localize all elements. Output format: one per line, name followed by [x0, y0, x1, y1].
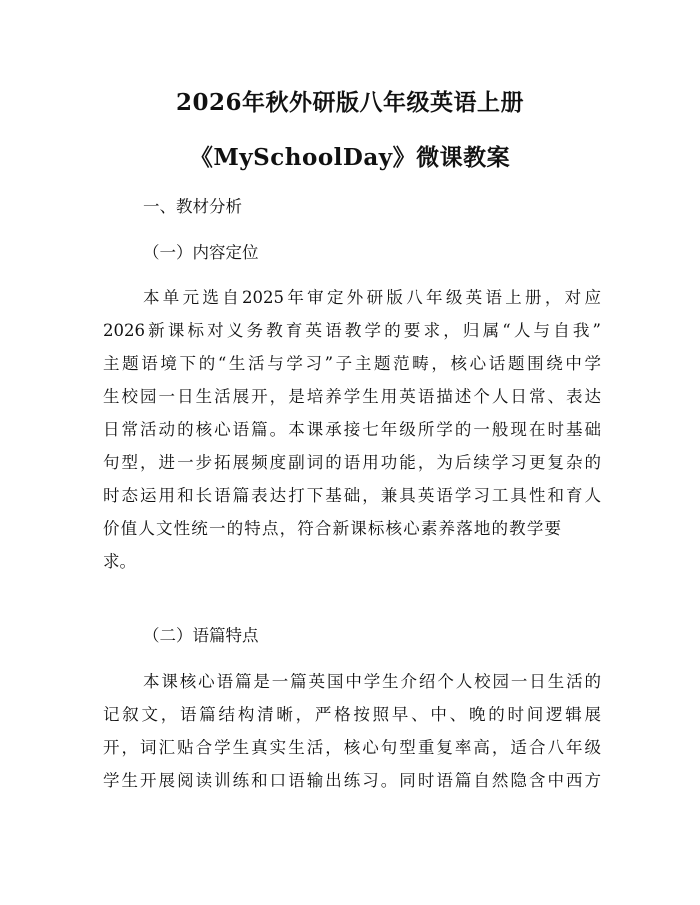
subsection-heading-content-positioning: （一）内容定位 [143, 243, 259, 262]
paragraph-line: 记叙文，语篇结构清晰，严格按照早、中、晚的时间逻辑展 [103, 705, 601, 724]
paragraph-line: 主题语境下的“生活与学习”子主题范畴，核心话题围绕中学 [103, 354, 601, 373]
paragraph-line: 句型，进一步拓展频度副词的语用功能，为后续学习更复杂的 [103, 453, 601, 472]
paragraph-line: 本单元选自2025年审定外研版八年级英语上册，对应 [143, 288, 601, 307]
paragraph-line: 求。 [103, 552, 136, 571]
paragraph-line: 学生开展阅读训练和口语输出练习。同时语篇自然隐含中西方 [103, 771, 601, 790]
paragraph-line: 时态运用和长语篇表达打下基础，兼具英语学习工具性和育人 [103, 486, 601, 505]
paragraph-line: 生校园一日生活展开，是培养学生用英语描述个人日常、表达 [103, 387, 601, 406]
document-title-line-1: 2026年秋外研版八年级英语上册 [175, 89, 524, 116]
section-heading-textbook-analysis: 一、教材分析 [143, 197, 242, 216]
subsection-heading-text-features: （二）语篇特点 [143, 626, 259, 645]
paragraph-line: 日常活动的核心语篇。本课承接七年级所学的一般现在时基础 [103, 420, 601, 439]
document-title-line-2: 《MySchoolDay》微课教案 [189, 144, 511, 171]
paragraph-line: 开，词汇贴合学生真实生活，核心句型重复率高，适合八年级 [103, 738, 601, 757]
paragraph-line: 本课核心语篇是一篇英国中学生介绍个人校园一日生活的 [143, 672, 601, 691]
paragraph-line: 价值人文性统一的特点，符合新课标核心素养落地的教学要 [103, 519, 561, 538]
paragraph-line: 2026新课标对义务教育英语教学的要求，归属“人与自我” [103, 321, 601, 340]
